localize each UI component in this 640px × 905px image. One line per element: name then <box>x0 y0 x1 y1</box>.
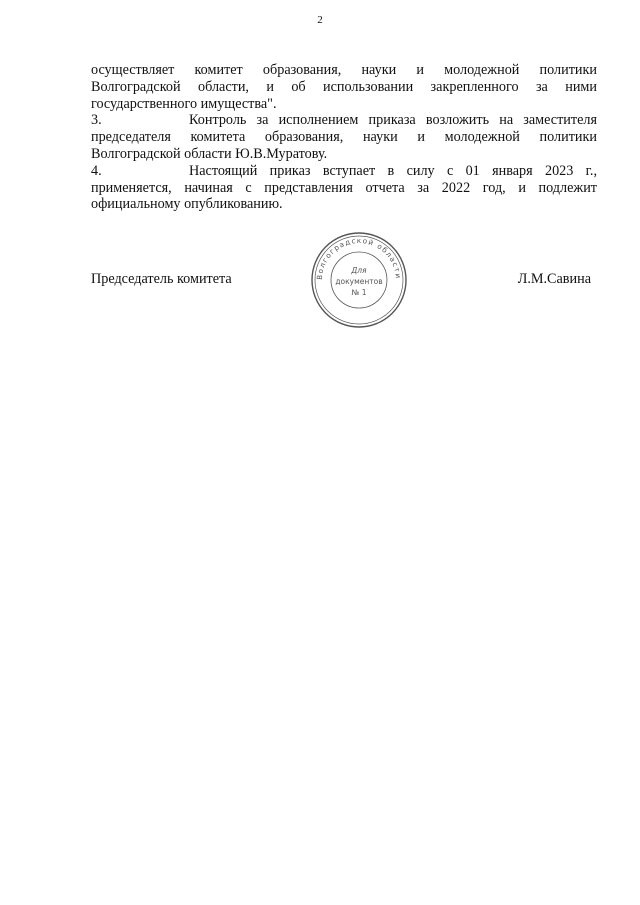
paragraph-3 <box>91 112 597 162</box>
page-number: 2 <box>317 14 323 26</box>
paragraph-continuation <box>91 62 597 112</box>
text-line: Волгоградской области, и об использовании закрепленного за ними <box>91 78 597 95</box>
text-line: официальному опубликованию. <box>91 196 283 213</box>
text-line: Настоящий приказ вступает в силу с 01 января 2023 г., <box>189 162 597 179</box>
signatory-title: Председатель комитета <box>91 271 232 287</box>
official-seal-stamp <box>309 230 409 330</box>
seal-center-text-2: документов <box>335 277 383 286</box>
text-line-first <box>91 163 597 180</box>
seal-center-text-1: Для <box>351 266 367 275</box>
text-line: Контроль за исполнением приказа возложить на заместителя <box>189 112 597 129</box>
text-line: осуществляет комитет образования, науки и молодежной политики <box>91 62 597 78</box>
paragraph-number: 3. <box>91 112 102 129</box>
text-line: применяется, начиная с представления отчета за 2022 год, и подлежит <box>91 179 597 196</box>
signatory-name: Л.М.Савина <box>517 271 591 287</box>
text-line: государственного имущества". <box>91 95 277 112</box>
paragraph-number: 4. <box>91 162 102 179</box>
text-line-first <box>91 112 597 129</box>
text-line: председателя комитета образования, науки и молодежной политики <box>91 129 597 146</box>
paragraph-4 <box>91 163 597 213</box>
seal-center-text-3: № 1 <box>351 288 367 297</box>
seal-ring-text: Волгоградской области <box>314 235 404 281</box>
document-body <box>91 62 597 213</box>
text-line: Волгоградской области Ю.В.Муратову. <box>91 145 328 162</box>
